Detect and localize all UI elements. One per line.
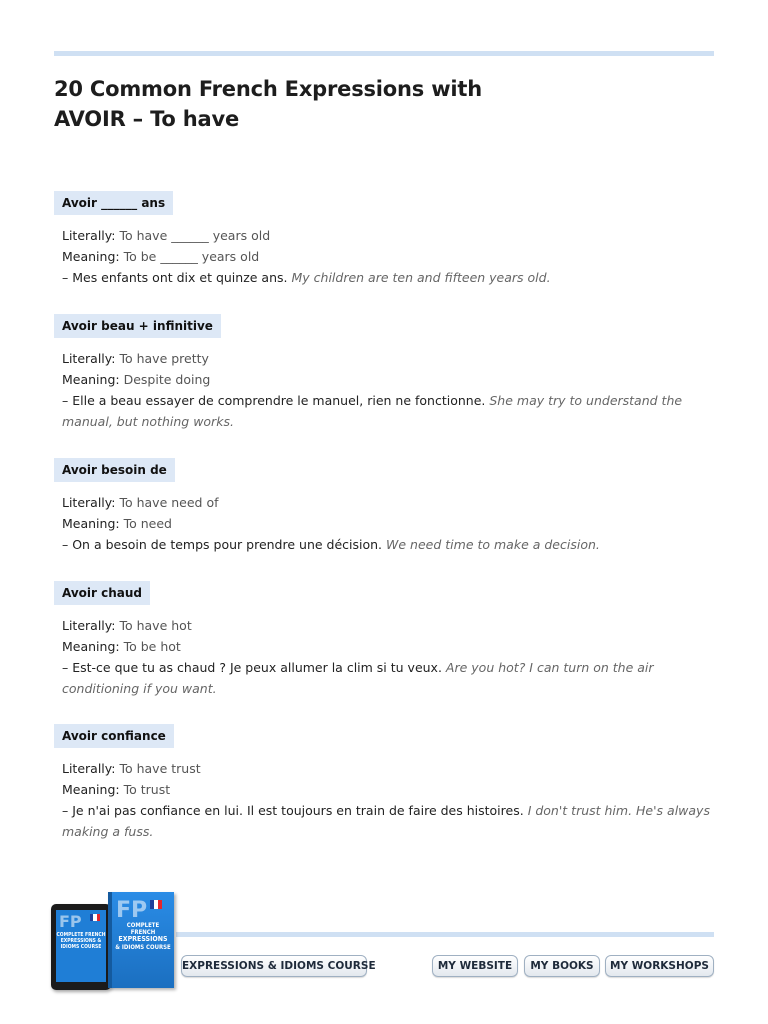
literally-line	[62, 615, 714, 636]
literally-value: To have need of	[119, 495, 219, 510]
expression-tag: Avoir confiance	[54, 724, 174, 748]
literally-label: Literally:	[62, 351, 116, 366]
literally-value: To have trust	[119, 761, 201, 776]
expression-entry	[54, 314, 714, 432]
french-flag-icon	[150, 900, 162, 909]
example-line	[62, 800, 714, 842]
book-cover-line: EXPRESSIONS	[118, 935, 168, 943]
example-english: She may try to understand the manual, but nothing works.	[62, 393, 683, 429]
book-cover-image	[108, 892, 174, 988]
example-french: – Elle a beau essayer de comprendre le manuel, rien ne fonctionne.	[62, 393, 486, 408]
meaning-value: To be hot	[123, 639, 181, 654]
meaning-label: Meaning:	[62, 639, 120, 654]
meaning-line	[62, 779, 714, 800]
expressions-course-button[interactable]: EXPRESSIONS & IDIOMS COURSE	[181, 955, 367, 977]
expression-tag: Avoir chaud	[54, 581, 150, 605]
my-website-button[interactable]: MY WEBSITE	[432, 955, 518, 977]
literally-value: To have ______ years old	[119, 228, 271, 243]
example-english: We need time to make a decision.	[386, 537, 600, 552]
promo-logo: FP	[116, 898, 148, 923]
tablet-image	[51, 904, 111, 990]
book-cover-line: FRENCH	[130, 929, 156, 936]
meaning-label: Meaning:	[62, 249, 120, 264]
example-english: I don't trust him. He's always making a fuss.	[62, 803, 710, 839]
expression-entry	[54, 581, 714, 699]
example-french: – Je n'ai pas confiance en lui. Il est toujours en train de faire des histoires.	[62, 803, 524, 818]
example-english: My children are ten and fifteen years old.	[291, 270, 551, 285]
literally-label: Literally:	[62, 228, 116, 243]
literally-line	[62, 225, 714, 246]
my-books-button[interactable]: MY BOOKS	[524, 955, 600, 977]
meaning-label: Meaning:	[62, 516, 120, 531]
meaning-line	[62, 246, 714, 267]
expression-tag: Avoir beau + infinitive	[54, 314, 221, 338]
promo-logo: FP	[59, 912, 82, 931]
page-title	[54, 74, 714, 134]
bottom-divider	[176, 932, 714, 937]
meaning-label: Meaning:	[62, 782, 120, 797]
literally-label: Literally:	[62, 618, 116, 633]
literally-line	[62, 758, 714, 779]
literally-value: To have hot	[119, 618, 192, 633]
expression-entry	[54, 724, 714, 842]
expression-entry	[54, 458, 714, 555]
meaning-value: To be ______ years old	[123, 249, 260, 264]
example-french: – On a besoin de temps pour prendre une décision.	[62, 537, 383, 552]
page-title-line-2: AVOIR – To have	[54, 107, 239, 131]
literally-label: Literally:	[62, 761, 116, 776]
course-promo-image[interactable]	[48, 888, 178, 992]
example-line	[62, 657, 714, 699]
literally-line	[62, 348, 714, 369]
french-flag-icon	[90, 914, 100, 921]
literally-value: To have pretty	[119, 351, 209, 366]
example-english: Are you hot? I can turn on the air conditioning if you want.	[62, 660, 654, 696]
example-line	[62, 390, 714, 432]
literally-label: Literally:	[62, 495, 116, 510]
meaning-line	[62, 513, 714, 534]
tablet-cover-title: COMPLETE FRENCH EXPRESSIONS & IDIOMS COURSE	[56, 932, 106, 950]
example-line	[62, 534, 714, 555]
expression-tag: Avoir ______ ans	[54, 191, 173, 215]
example-line	[62, 267, 714, 288]
example-french: – Est-ce que tu as chaud ? Je peux allumer la clim si tu veux.	[62, 660, 442, 675]
my-workshops-button[interactable]: MY WORKSHOPS	[605, 955, 714, 977]
book-spine	[108, 892, 112, 988]
top-divider	[54, 51, 714, 56]
meaning-label: Meaning:	[62, 372, 120, 387]
meaning-value: To trust	[123, 782, 171, 797]
example-french: – Mes enfants ont dix et quinze ans.	[62, 270, 288, 285]
literally-line	[62, 492, 714, 513]
page-title-line-1: 20 Common French Expressions with	[54, 77, 482, 101]
meaning-line	[62, 636, 714, 657]
meaning-line	[62, 369, 714, 390]
meaning-value: Despite doing	[123, 372, 211, 387]
tablet-screen	[56, 910, 106, 982]
expression-entry	[54, 191, 714, 288]
book-cover-line: COMPLETE	[126, 922, 160, 929]
meaning-value: To need	[123, 516, 172, 531]
expression-tag: Avoir besoin de	[54, 458, 175, 482]
book-cover-line: & IDIOMS COURSE	[115, 944, 171, 951]
